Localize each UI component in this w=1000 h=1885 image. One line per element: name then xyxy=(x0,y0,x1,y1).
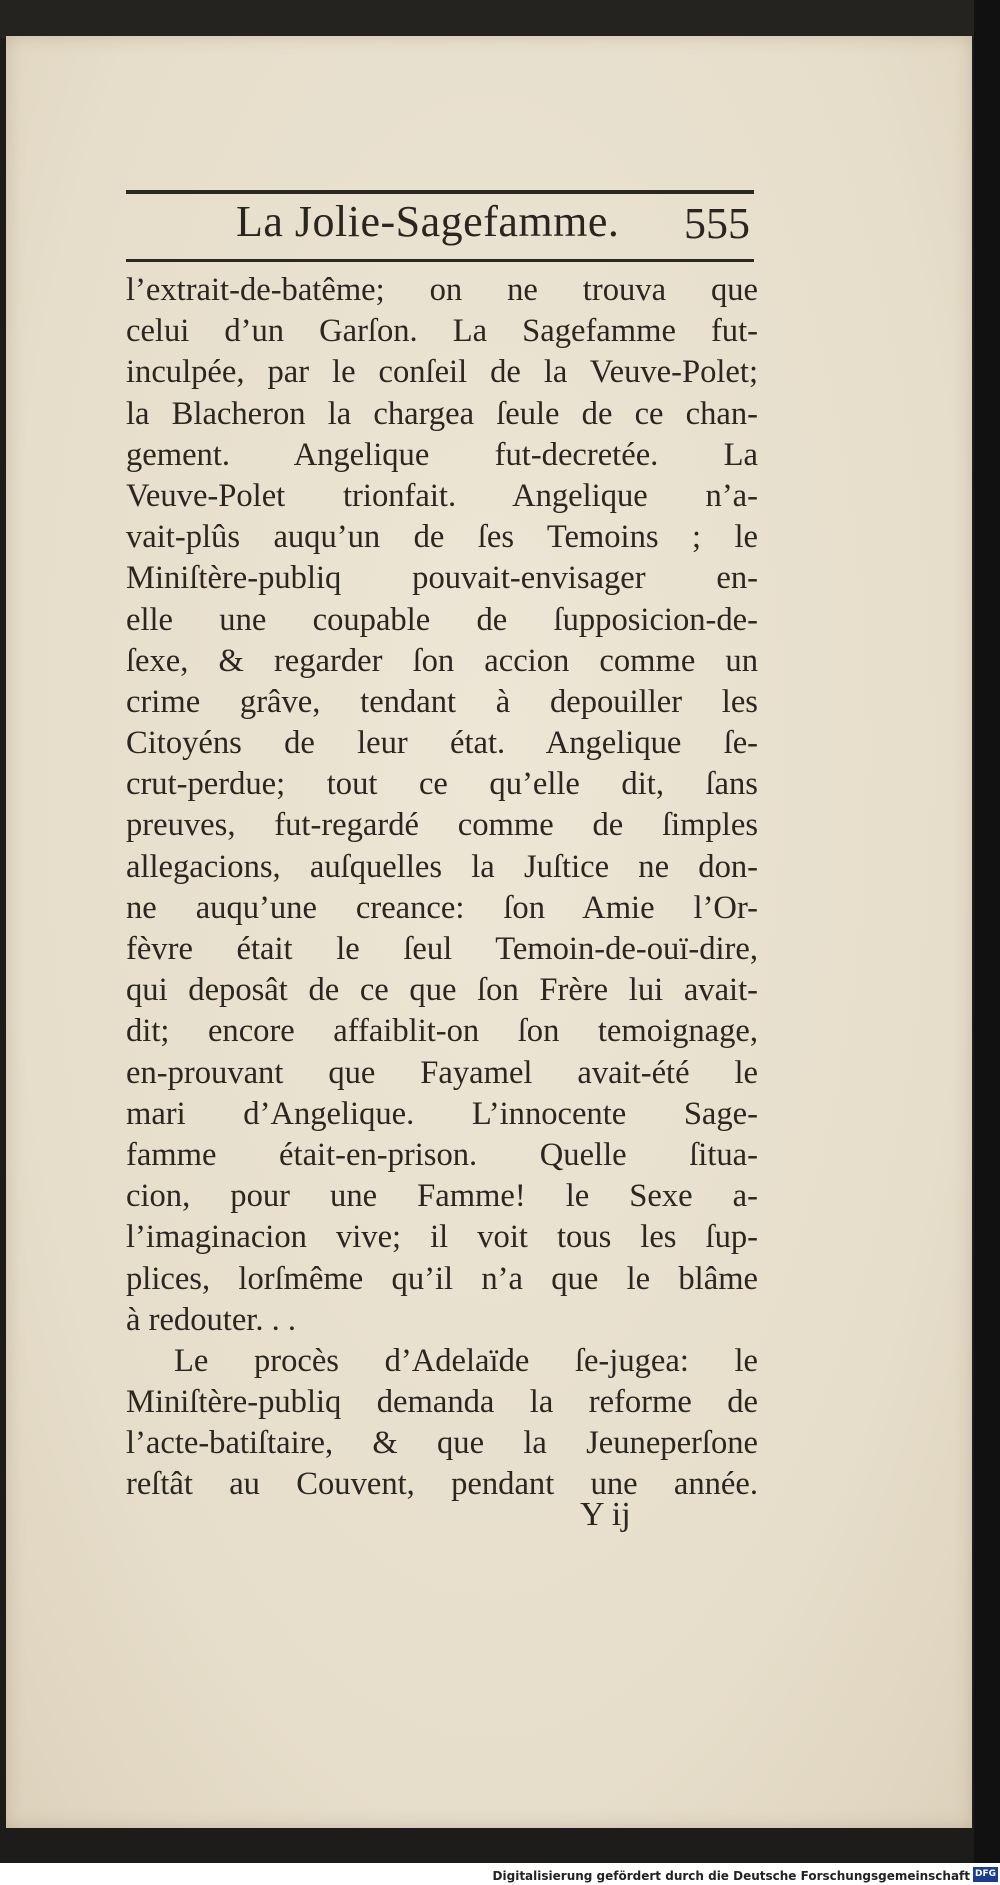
text-line: famme était-en-prison. Quelle ſitua- xyxy=(126,1136,758,1173)
header-rule-bottom xyxy=(126,259,754,262)
body-text xyxy=(126,270,758,1506)
text-line: l’acte-batiſtaire, & que la Jeuneperſone xyxy=(126,1425,758,1462)
text-line: fèvre était le ſeul Temoin-de-ouï-dire, xyxy=(126,931,758,967)
text-line: gement. Angelique fut-decretée. La xyxy=(126,436,758,473)
text-line: ne auqu’une creance: ſon Amie l’Or- xyxy=(126,889,758,926)
scan-background-top xyxy=(0,0,1000,38)
text-line: crime grâve, tendant à depouiller les xyxy=(126,683,758,720)
paragraph-start-line: Le procès d’Adelaïde ſe-jugea: le xyxy=(174,1342,758,1379)
text-line: Citoyéns de leur état. Angelique ſe- xyxy=(126,725,758,762)
text-line: vait-plûs auqu’un de ſes Temoins ; le xyxy=(126,519,758,556)
text-line: preuves, fut-regardé comme de ſimples xyxy=(126,807,758,844)
text-line: elle une coupable de ſupposicion-de- xyxy=(126,601,758,638)
text-line: Miniſtère-publiq pouvait-envisager en- xyxy=(126,560,758,597)
text-line: à redouter. . . xyxy=(126,1301,297,1338)
signature-mark: Y ij xyxy=(580,1496,631,1533)
text-line: cion, pour une Famme! le Sexe a- xyxy=(126,1178,758,1215)
footer-credit: Digitalisierung gefördert durch die Deutsche Forschungsgemeinschaft xyxy=(492,1869,970,1883)
digitization-footer xyxy=(0,1863,1000,1885)
text-line: ſexe, & regarder ſon accion comme un xyxy=(126,642,758,679)
text-line: inculpée, par le conſeil de la Veuve-Polet; xyxy=(126,354,758,391)
text-line: la Blacheron la chargea ſeule de ce chan- xyxy=(126,395,758,432)
text-line: dit; encore affaiblit-on ſon temoignage, xyxy=(126,1013,758,1050)
text-line: plices, lorſmême qu’il n’a que le blâme xyxy=(126,1260,758,1297)
text-line: qui deposât de ce que ſon Frère lui avait- xyxy=(126,972,758,1009)
page-number: 555 xyxy=(684,199,750,248)
scan-background-right xyxy=(974,0,1000,1885)
text-line: allegacions, auſquelles la Juſtice ne don- xyxy=(126,848,758,885)
text-line: celui d’un Garſon. La Sagefamme fut- xyxy=(126,313,758,350)
text-line: l’extrait-de-batême; on ne trouva que xyxy=(126,272,758,308)
text-line: l’imaginacion vive; il voit tous les ſup- xyxy=(126,1219,758,1256)
running-head xyxy=(126,196,754,256)
text-line: en-prouvant que Fayamel avait-été le xyxy=(126,1054,758,1091)
running-title: La Jolie-Sagefamme. xyxy=(236,197,620,246)
text-line: reſtât au Couvent, pendant une année. xyxy=(126,1466,758,1503)
header-rule-top xyxy=(126,190,754,194)
text-line: Veuve-Polet trionfait. Angelique n’a- xyxy=(126,477,758,514)
dfg-logo: DFG xyxy=(973,1867,998,1882)
text-line: mari d’Angelique. L’innocente Sage- xyxy=(126,1095,758,1132)
text-line: crut-perdue; tout ce qu’elle dit, ſans xyxy=(126,766,758,803)
text-line: Miniſtère-publiq demanda la reforme de xyxy=(126,1384,758,1421)
